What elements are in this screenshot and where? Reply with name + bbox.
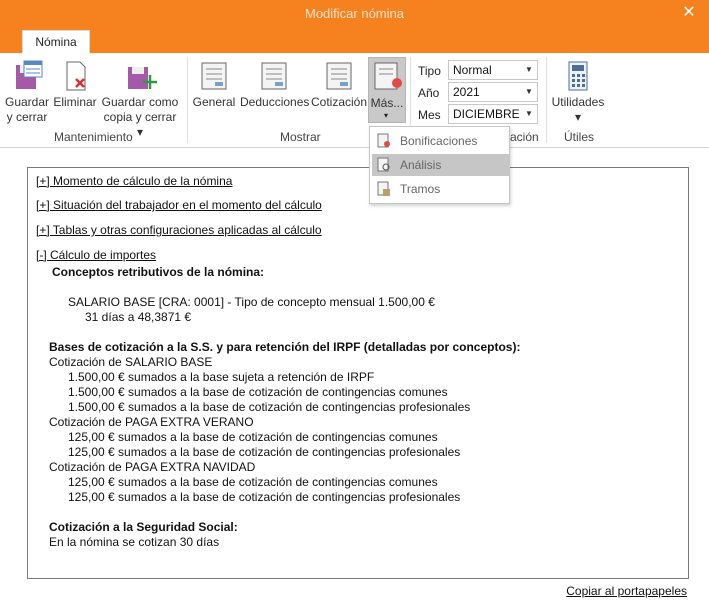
base-line: 125,00 € sumados a la base de cotización de contingencias comunes <box>68 430 438 444</box>
tipo-value: Normal <box>453 63 492 77</box>
salario-line: SALARIO BASE [CRA: 0001] - Tipo de concepto mensual 1.500,00 € <box>68 295 435 309</box>
payroll-document-icon <box>322 59 356 93</box>
conceptos-title: Conceptos retributivos de la nómina: <box>52 265 265 279</box>
group-mostrar: Mostrar <box>280 130 321 144</box>
separator <box>187 57 188 143</box>
mes-label: Mes <box>418 108 441 122</box>
base-line: 125,00 € sumados a la base de cotización de contingencias profesionales <box>68 490 461 504</box>
mes-select[interactable] <box>448 104 538 124</box>
menu-item-label: Análisis <box>400 158 442 172</box>
section-link-situacion[interactable]: [+] Situación del trabajador en el momento del cálculo <box>36 198 322 212</box>
delete-label: Eliminar <box>53 95 97 109</box>
analysis-document-icon <box>376 157 392 173</box>
cot-verano: Cotización de PAGA EXTRA VERANO <box>49 415 254 429</box>
save-close-label: Guardar y cerrar <box>4 95 50 124</box>
menu-item-bonificaciones[interactable] <box>372 130 509 152</box>
window-title: Modificar nómina <box>305 6 404 21</box>
award-document-icon <box>376 133 392 149</box>
analysis-panel <box>27 167 689 579</box>
floppy-save-icon <box>10 59 44 93</box>
tipo-select[interactable] <box>448 60 538 80</box>
separator <box>546 57 547 143</box>
menu-item-analisis[interactable] <box>372 154 509 176</box>
close-icon[interactable]: ✕ <box>682 4 696 21</box>
chevron-down-icon: ▼ <box>525 87 533 96</box>
base-line: 1.500,00 € sumados a la base de cotización de contingencias profesionales <box>68 400 471 414</box>
base-line: 125,00 € sumados a la base de cotización de contingencias comunes <box>68 475 438 489</box>
cotizacion-label: Cotización <box>311 95 368 109</box>
group-mantenimiento: Mantenimiento <box>54 130 133 144</box>
mes-value: DICIEMBRE <box>453 107 520 121</box>
chevron-down-icon: ▼ <box>525 65 533 74</box>
mas-dropdown-menu <box>369 126 510 204</box>
title-bar <box>0 0 709 30</box>
tab-strip <box>0 30 709 53</box>
save-close-button[interactable] <box>4 59 50 125</box>
cot-navidad: Cotización de PAGA EXTRA NAVIDAD <box>49 460 256 474</box>
ano-select[interactable] <box>448 82 538 102</box>
dias-line: 31 días a 48,3871 € <box>85 310 192 324</box>
group-calculo: ación <box>510 130 539 144</box>
ano-value: 2021 <box>453 85 480 99</box>
cot-salario: Cotización de SALARIO BASE <box>49 355 213 369</box>
mas-button[interactable] <box>368 57 406 123</box>
menu-item-label: Bonificaciones <box>400 134 478 148</box>
utilidades-label: Utilidades ▾ <box>551 95 605 124</box>
deducciones-label: Deducciones <box>240 95 310 109</box>
floppy-copy-icon <box>123 59 157 93</box>
mas-label: Más... <box>370 96 404 110</box>
delete-button[interactable] <box>52 59 98 110</box>
calculator-icon <box>561 59 595 93</box>
save-copy-button[interactable] <box>100 59 180 140</box>
chevron-down-icon: ▾ <box>384 111 389 120</box>
ss-line: En la nómina se cotizan 30 días <box>49 535 220 549</box>
tipo-label: Tipo <box>418 64 441 78</box>
section-link-calculo[interactable]: [-] Cálculo de importes <box>36 248 157 262</box>
deducciones-button[interactable] <box>240 59 308 110</box>
delete-document-icon <box>58 59 92 93</box>
copy-clipboard-link[interactable]: Copiar al portapapeles <box>566 584 687 598</box>
chevron-down-icon: ▼ <box>525 109 533 118</box>
section-link-momento[interactable]: [+] Momento de cálculo de la nómina <box>36 174 233 188</box>
cotizacion-button[interactable] <box>311 59 367 110</box>
tramos-document-icon <box>376 181 392 197</box>
general-label: General <box>192 95 236 109</box>
ribbon <box>0 53 709 148</box>
payroll-award-icon <box>371 61 405 93</box>
section-link-tablas[interactable]: [+] Tablas y otras configuraciones aplicadas al cálculo <box>36 223 322 237</box>
base-line: 1.500,00 € sumados a la base de cotización de contingencias comunes <box>68 385 448 399</box>
payroll-document-icon <box>197 59 231 93</box>
ano-label: Año <box>418 86 440 100</box>
menu-item-label: Tramos <box>400 182 441 196</box>
base-line: 1.500,00 € sumados a la base sujeta a retención de IRPF <box>68 370 375 384</box>
utilidades-button[interactable] <box>550 59 606 125</box>
tab-nomina[interactable]: Nómina <box>22 30 90 53</box>
general-button[interactable] <box>192 59 236 110</box>
menu-item-tramos[interactable] <box>372 178 509 200</box>
base-line: 125,00 € sumados a la base de cotización de contingencias profesionales <box>68 445 461 459</box>
payroll-document-icon <box>257 59 291 93</box>
ss-title: Cotización a la Seguridad Social: <box>49 520 238 534</box>
group-utiles: Útiles <box>564 130 595 144</box>
save-copy-label: Guardar como copia y cerrar ▾ <box>101 95 179 139</box>
bases-title: Bases de cotización a la S.S. y para retención del IRPF (detalladas por conceptos): <box>49 340 521 354</box>
